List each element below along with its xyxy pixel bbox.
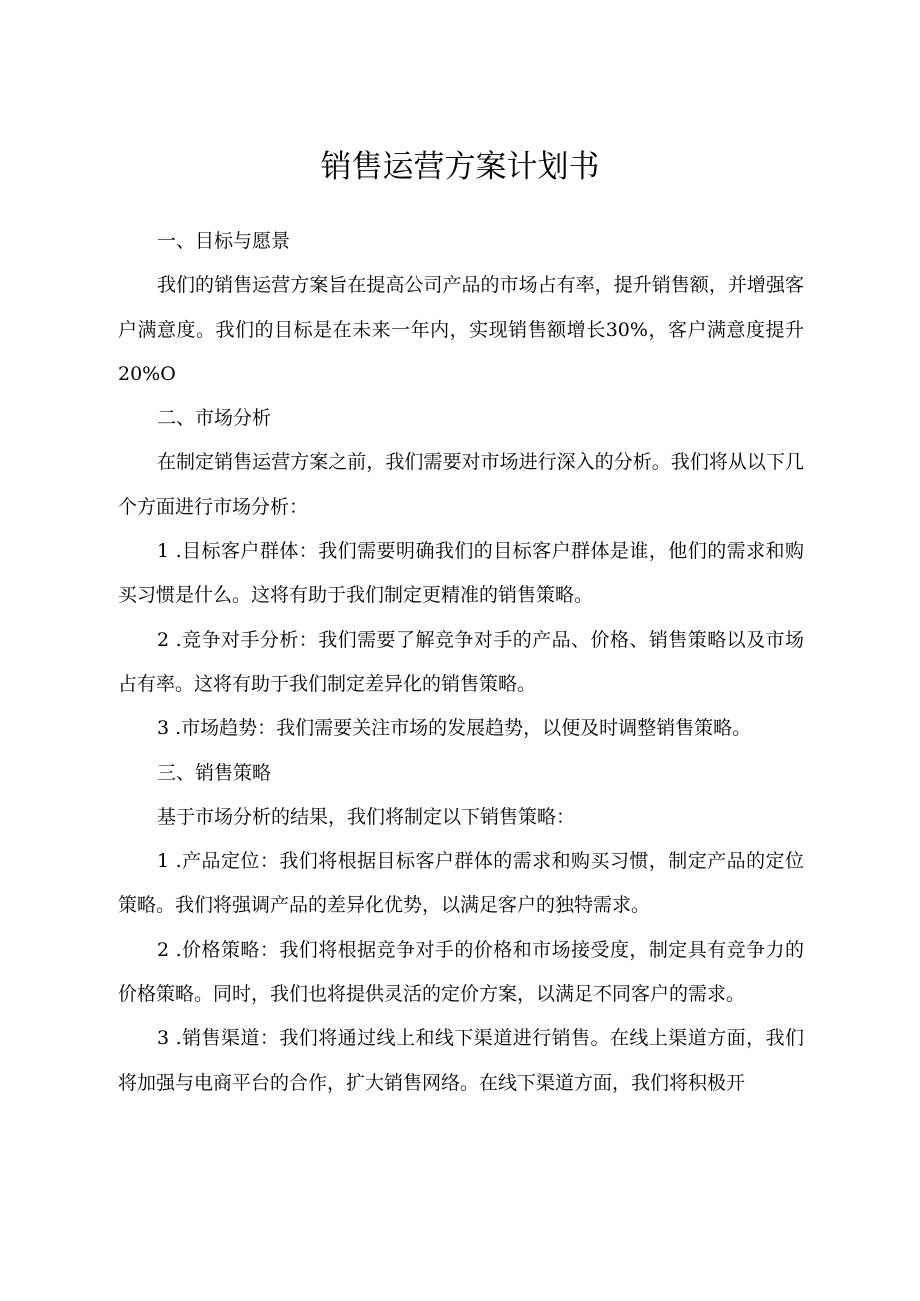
- list-item: 2 .竞争对手分析：我们需要了解竞争对手的产品、价格、销售策略以及市场占有率。这将有助于我们制定差异化的销售策略。: [118, 628, 804, 695]
- list-item: 1 .目标客户群体：我们需要明确我们的目标客户群体是谁，他们的需求和购买习惯是什么。这将有助于我们制定更精准的销售策略。: [118, 540, 804, 607]
- document-title: 销售运营方案计划书: [320, 148, 600, 185]
- section-heading: 三、销售策略: [157, 761, 272, 784]
- list-item: 3 .销售渠道：我们将通过线上和线下渠道进行销售。在线上渠道方面，我们将加强与电商平台的合作，扩大销售网络。在线下渠道方面，我们将积极开: [118, 1027, 804, 1094]
- list-item: 3 .市场趋势：我们需要关注市场的发展趋势，以便及时调整销售策略。: [157, 717, 752, 740]
- body-paragraph: 基于市场分析的结果，我们将制定以下销售策略：: [157, 805, 576, 828]
- section-heading: 一、目标与愿景: [157, 230, 291, 252]
- body-paragraph: 我们的销售运营方案旨在提高公司产品的市场占有率，提升销售额，并增强客户满意度。我们的目标是在未来一年内，实现销售额增长30%，客户满意度提升20%O: [118, 274, 804, 385]
- list-item: 1 .产品定位：我们将根据目标客户群体的需求和购买习惯，制定产品的定位策略。我们将强调产品的差异化优势，以满足客户的独特需求。: [118, 850, 804, 917]
- body-paragraph: 在制定销售运营方案之前，我们需要对市场进行深入的分析。我们将从以下几个方面进行市场分析：: [118, 451, 804, 518]
- list-item: 2 .价格策略：我们将根据竞争对手的价格和市场接受度，制定具有竞争力的价格策略。同时，我们也将提供灵活的定价方案，以满足不同客户的需求。: [118, 938, 804, 1006]
- document-body: [118, 219, 804, 1105]
- section-heading: 二、市场分析: [157, 407, 272, 430]
